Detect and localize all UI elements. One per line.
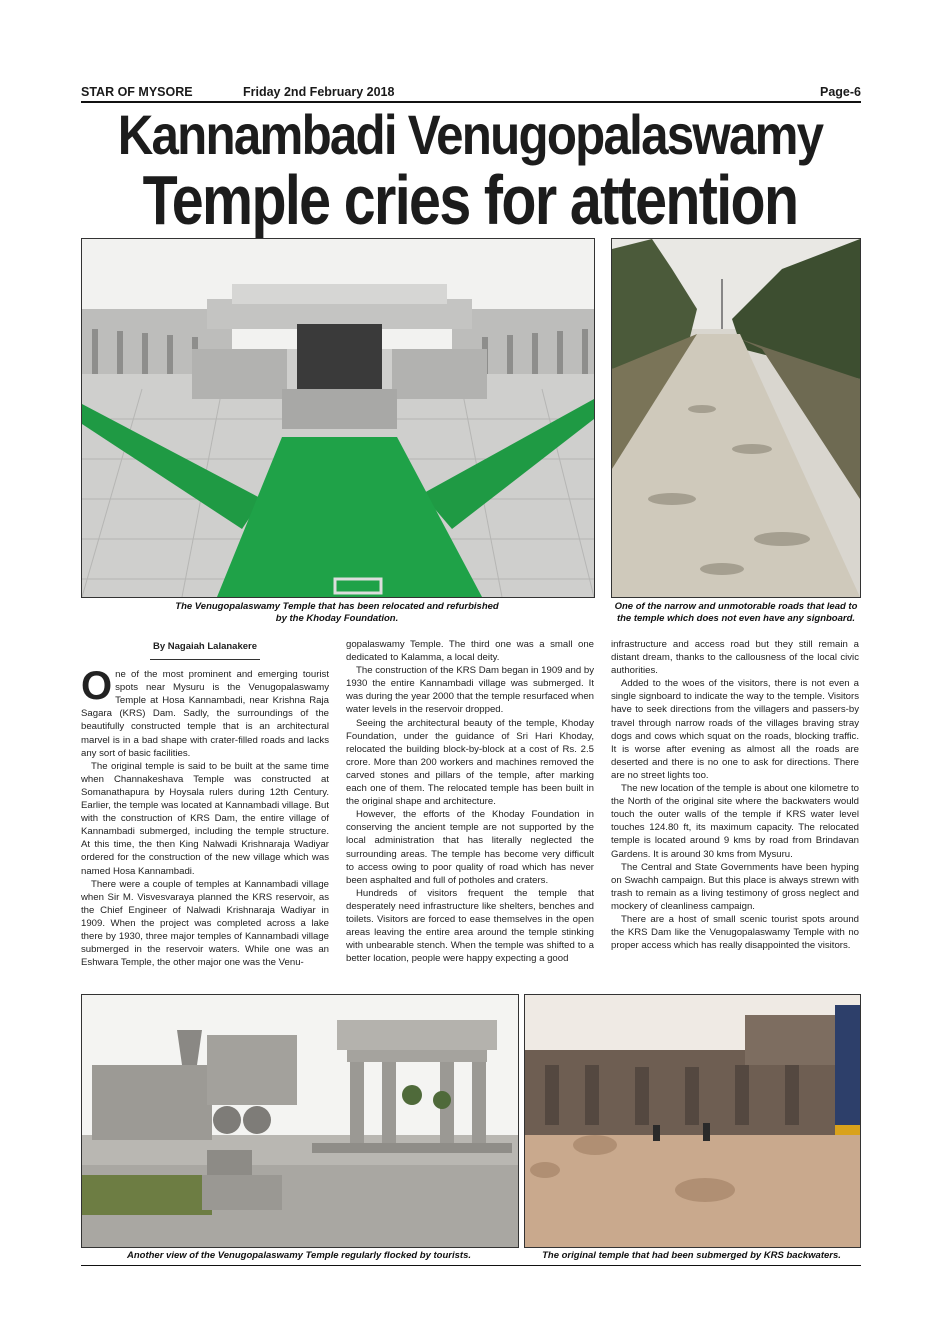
caption-relocated-temple xyxy=(81,601,593,625)
article-paragraph: There are a host of small scenic tourist spots around the KRS Dam like the Venugopalaswamy Temple with no proper access which has really disappointed the visitors. xyxy=(611,913,859,952)
headline-line-1: Kannambadi Venugopalaswamy xyxy=(117,103,823,166)
photo-relocated-temple xyxy=(81,238,595,598)
photo-unmotorable-road xyxy=(611,238,861,598)
article-paragraph: Hundreds of visitors frequent the temple that desperately need infrastructure like shelters, benches and toilets. Visitors are forced to ease themselves in the open areas leaving the entire area around the temple stinking with unbearable stench. When the temple was shifted to a better location, people were happy expecting a good xyxy=(346,887,594,965)
caption-line: by the Khoday Foundation. xyxy=(275,613,399,624)
article-column-2 xyxy=(346,638,594,965)
paragraph-text: ne of the most prominent and emerging tourist spots near Mysuru is the Venugopalaswamy Temple at Hosa Kannambadi, near Krishna Raja Sagara (KRS) Dam. Sadly, the surroundings of the beautifully constructed temple that is an architectural marvel is in a bad shape with crater-filled roads and lacks any sort of basic facilities. xyxy=(81,669,329,759)
page-number: Page-6 xyxy=(820,85,861,99)
article-paragraph xyxy=(81,664,329,760)
caption-line: the temple which does not even have any signboard. xyxy=(616,613,856,624)
publication-name: STAR OF MYSORE xyxy=(81,85,193,99)
byline-rule xyxy=(150,659,260,660)
photo-temple-another-view xyxy=(81,994,519,1248)
article-paragraph: There were a couple of temples at Kannambadi village when Sir M. Visvesvaraya planned the KRS reservoir, as the Chief Engineer of Nalwadi Krishnaraja Wadiyar in 1909. When the project was completed across a lake there by 1930, three major temples of Kannambadi village submerged in the reservoir waters. While one was an Eshwara Temple, the other major one was the Venu- xyxy=(81,878,329,969)
footer-rule xyxy=(81,1265,861,1266)
article-paragraph: The Central and State Governments have been hyping on Swachh campaign. But this place is always strewn with trash to remain as a living testimony of gross neglect and mockery of cleanliness campaign. xyxy=(611,861,859,912)
article-column-1 xyxy=(81,638,329,969)
article-paragraph: infrastructure and access road but they still remain a distant dream, thanks to the callousness of the local civic authorities. xyxy=(611,639,859,677)
issue-date: Friday 2nd February 2018 xyxy=(243,85,395,99)
masthead xyxy=(81,85,861,101)
article-paragraph: However, the efforts of the Khoday Foundation in conserving the ancient temple are not supported by the local administration that has literally neglected the surrounding areas. The temple has become very difficult to access owing to poor quality of road which has never been asphalted and full of potholes and craters. xyxy=(346,809,594,886)
headline-line-2: Temple cries for attention xyxy=(142,161,798,239)
article-paragraph: The construction of the KRS Dam began in 1909 and by 1930 the entire Kannambadi village was submerged. It was during the year 2000 that the temple resurfaced when water levels in the reservoir dropped. xyxy=(346,665,594,716)
caption-line: One of the narrow and unmotorable roads that lead to xyxy=(614,601,858,612)
article-paragraph: Added to the woes of the visitors, there is not even a single signboard to indicate the way to the temple. Visitors have to seek directions from the villagers and passers-by travel through narrow roads of the villages braving stray dogs and cows which squat on the roads, blocking traffic. It is worse after evening as almost all the roads are deserted and there is no one to ask for directions. There are no street lights too. xyxy=(611,678,859,781)
byline: By Nagaiah Lalanakere xyxy=(152,641,258,652)
caption-temple-another-view: Another view of the Venugopalaswamy Temple regularly flocked by tourists. xyxy=(126,1250,471,1261)
article-paragraph: Seeing the architectural beauty of the temple, Khoday Foundation, under the guidance of Sri Hari Khoday, relocated the building block-by-block at a cost of Rs. 2.5 crore. More than 200 workers and machines removed the carved stones and pillars of the temple, after marking each one of them. The relocated temple has been built in the original shape and architecture. xyxy=(346,717,594,808)
caption-original-submerged-temple: The original temple that had been submerged by KRS backwaters. xyxy=(542,1250,841,1261)
article-paragraph: gopalaswamy Temple. The third one was a small one dedicated to Kalamma, a local deity. xyxy=(346,639,594,664)
article-column-3 xyxy=(611,638,859,952)
article-paragraph: The original temple is said to be built at the same time when Channakeshava Temple was constructed at Somanathapura by Hoysala rulers during 12th Century. Earlier, the temple was located at Kannambadi village. But with the construction of KRS Dam, the entire village of Kannambadi submerged, including the temple structure. At this time, the then King Nalwadi Krishnaraja Wadiyar ordered for the construction of the new village which was named Hosa Kannambadi. xyxy=(81,760,329,877)
dropcap: O xyxy=(81,664,113,709)
caption-line: The Venugopalaswamy Temple that has been relocated and refurbished xyxy=(175,601,499,612)
caption-unmotorable-road xyxy=(605,601,867,625)
article-paragraph: The new location of the temple is about one kilometre to the North of the original site where the backwaters would touch the outer walls of the temple if KRS water level touches 124.80 ft, its maximum capacity. The relocated temple is located around 9 kms by road from Brindavan Gardens. It is around 30 kms from Mysuru. xyxy=(611,783,859,860)
photo-original-submerged-temple xyxy=(524,994,861,1248)
